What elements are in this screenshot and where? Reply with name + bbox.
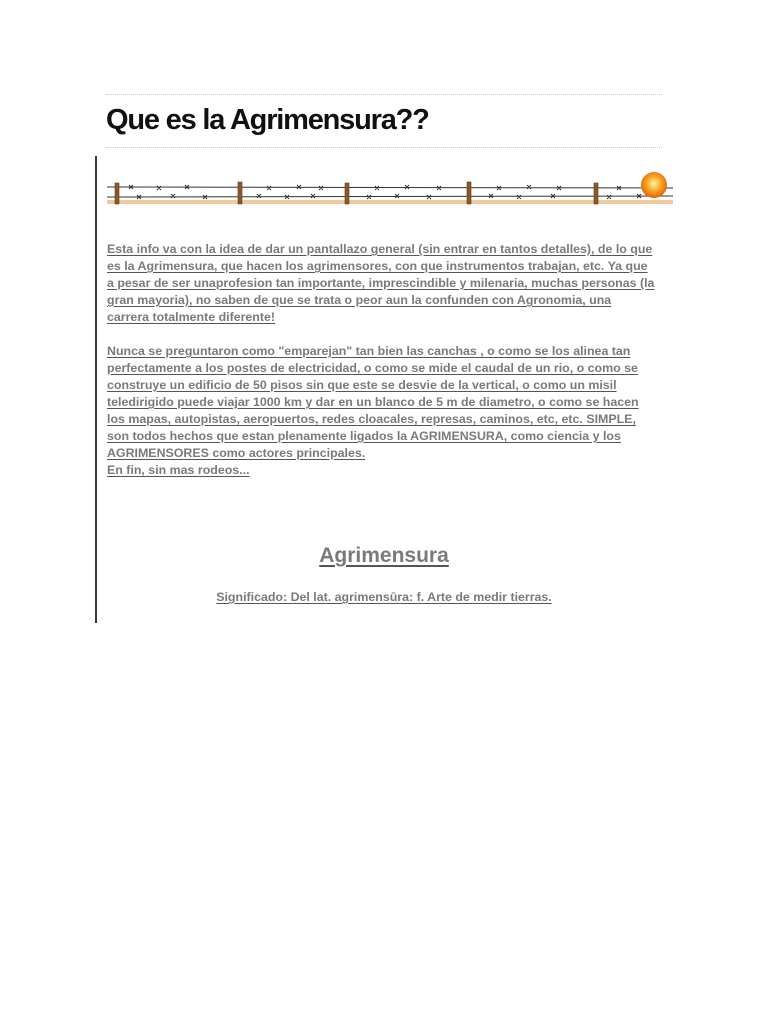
- second-paragraph: [107, 343, 652, 479]
- text-line: teledirigido puede viajar 1000 km y dar en un blanco de 5 m de diametro, o como se hacen: [107, 395, 639, 409]
- text-line: es la Agrimensura, que hacen los agrimensores, con que instrumentos trabajan, etc. Ya que: [107, 259, 648, 273]
- text-line: a pesar de ser unaprofesion tan importante, imprescindible y milenaria, muchas personas (la: [107, 276, 655, 290]
- definition-line: Significado: Del lat. agrimensūra: f. Arte de medir tierras.: [216, 590, 552, 604]
- top-divider: [106, 94, 662, 95]
- text-line: construye un edificio de 50 pisos sin que este se desvie de la vertical, o como un misil: [107, 378, 617, 392]
- text-line: gran mayoria), no saben de que se trata o peor aun la confunden con Agronomia, una: [107, 293, 612, 307]
- text-line: Nunca se preguntaron como "emparejan" tan bien las canchas , o como se los alinea tan: [107, 344, 631, 358]
- text-line: AGRIMENSORES como actores principales.: [107, 446, 366, 460]
- text-line: perfectamente a los postes de electricidad, o como se mide el caudal de un rio, o como se: [107, 361, 638, 375]
- intro-paragraph: [107, 241, 655, 326]
- text-line: En fin, sin mas rodeos...: [107, 463, 250, 477]
- section-heading-text: Agrimensura: [319, 544, 449, 567]
- text-line: carrera totalmente diferente!: [107, 310, 276, 324]
- barbed-wire-fence-icon: [107, 170, 673, 216]
- definition-text: [0, 590, 768, 604]
- title-divider: [106, 147, 662, 148]
- section-heading: [0, 544, 768, 568]
- text-line: son todos hechos que estan plenamente ligados la AGRIMENSURA, como ciencia y los: [107, 429, 621, 443]
- text-line: los mapas, autopistas, aeropuertos, redes cloacales, represas, caminos, etc, etc. SIMPLE,: [107, 412, 636, 426]
- text-line: Esta info va con la idea de dar un pantallazo general (sin entrar en tantos detalles), de lo que: [107, 242, 653, 256]
- page-title: Que es la Agrimensura??: [106, 104, 429, 136]
- sun-icon: [641, 172, 667, 198]
